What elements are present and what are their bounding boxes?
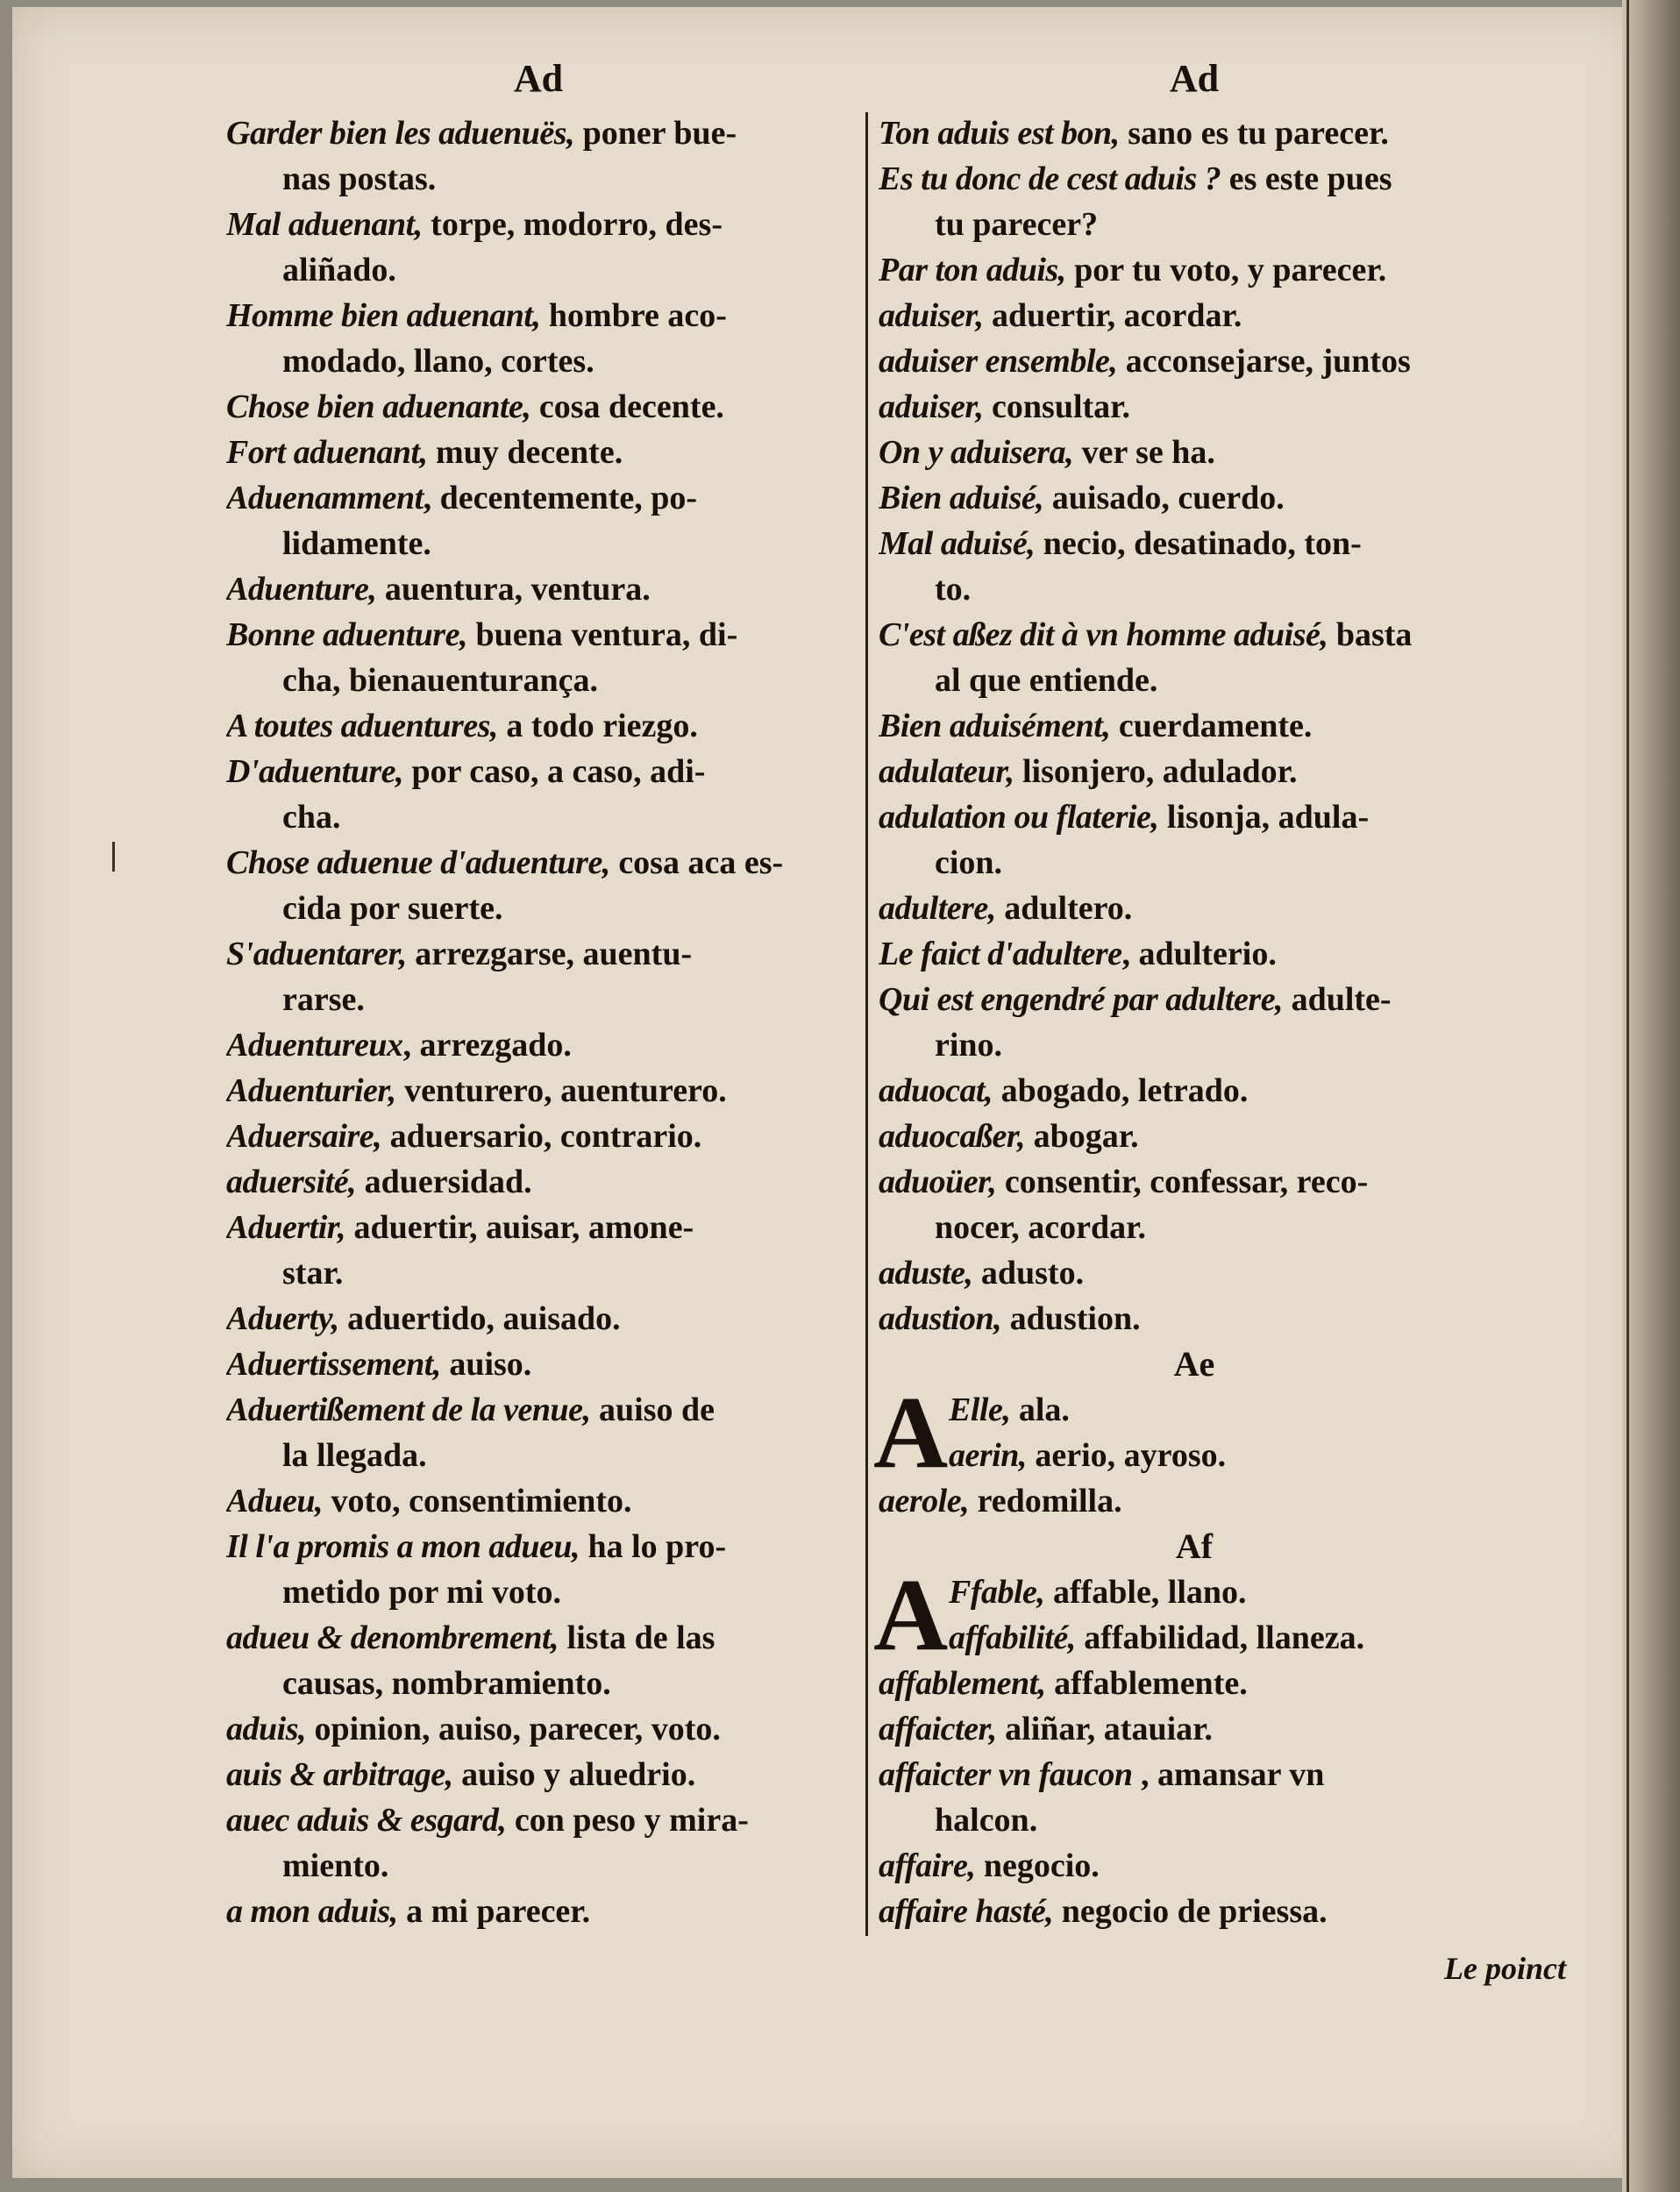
dictionary-entry: [226, 1706, 851, 1752]
entry-definition: consultar.: [983, 388, 1131, 425]
entry-definition: hombre aco-: [540, 297, 727, 334]
dictionary-entry: [879, 384, 1510, 430]
dictionary-entry: [879, 1159, 1510, 1205]
entry-headword: D'aduenture,: [226, 753, 403, 790]
af-entries: [879, 1569, 1510, 1934]
entry-continuation: aliñado.: [282, 252, 396, 288]
entry-definition: redomilla.: [969, 1483, 1122, 1519]
entry-definition: auiso.: [440, 1346, 532, 1383]
entry-headword: Es tu donc de cest aduis ?: [879, 160, 1221, 197]
dictionary-entry: [879, 1843, 1510, 1889]
entry-headword: Aduertißement de la venue,: [226, 1391, 591, 1428]
entry-headword: Adueu,: [226, 1483, 323, 1519]
entry-headword: On y aduisera,: [879, 434, 1074, 471]
entry-headword: Aduertir,: [226, 1209, 345, 1246]
entry-definition: auisado, cuerdo.: [1043, 480, 1285, 516]
entry-definition: auiso y aluedrio.: [452, 1756, 696, 1793]
entry-headword: adultere,: [879, 890, 996, 927]
dictionary-entry: [879, 1569, 1510, 1615]
dictionary-entry: [879, 293, 1510, 338]
entry-headword: affaire,: [879, 1847, 976, 1884]
entry-definition: ala.: [1010, 1391, 1070, 1428]
dictionary-entry: [226, 703, 851, 749]
dictionary-entry: [226, 110, 851, 156]
entry-definition: lisonja, adula-: [1158, 799, 1370, 836]
dictionary-entry: [226, 840, 851, 886]
entry-headword: Fort aduenant,: [226, 434, 428, 471]
left-column: [226, 53, 851, 1934]
entry-headword: affaicter,: [879, 1711, 997, 1747]
entry-headword: aduocat,: [879, 1072, 993, 1109]
dictionary-entry: [879, 1478, 1510, 1524]
entry-definition: affabilidad, llaneza.: [1075, 1619, 1365, 1656]
entry-definition: voto, consentimiento.: [322, 1483, 632, 1519]
dictionary-entry: [879, 1752, 1510, 1797]
dictionary-entry: [226, 293, 851, 338]
entry-definition: buena ventura, di-: [466, 616, 738, 653]
entry-definition: , adulterio.: [1121, 936, 1277, 972]
dictionary-entry: [879, 612, 1510, 658]
entry-headword: adulateur,: [879, 753, 1014, 790]
entry-headword: auis & arbitrage,: [226, 1756, 453, 1793]
left-running-head: Ad: [513, 57, 564, 100]
right-entries: [879, 110, 1510, 1342]
entry-definition: affable, llano.: [1044, 1574, 1247, 1611]
dictionary-entry: [879, 521, 1510, 566]
entry-headword: aduiser,: [879, 297, 984, 334]
dictionary-entry: [226, 612, 851, 658]
entry-headword: Aduerty,: [226, 1300, 339, 1337]
entry-definition: aduersario, contrario.: [381, 1118, 702, 1155]
dictionary-entry: [226, 931, 851, 977]
entry-definition: es este pues: [1221, 160, 1392, 197]
right-column: [873, 53, 1510, 1934]
entry-definition: , decentemente, po-: [423, 480, 698, 516]
dictionary-entry: [226, 430, 851, 475]
dictionary-entry: [226, 1752, 851, 1797]
dictionary-entry: [879, 1661, 1510, 1706]
entry-headword: Bien aduisément,: [879, 708, 1111, 744]
dictionary-entry: [226, 384, 851, 430]
entry-headword: Ton aduis est bon,: [879, 115, 1120, 152]
dictionary-entry: [879, 1250, 1510, 1296]
entry-headword: adustion,: [879, 1300, 1002, 1337]
section-title-ae: Ae: [1173, 1344, 1215, 1384]
entry-headword: Mal aduenant,: [226, 206, 423, 243]
entry-headword: aduiser,: [879, 388, 984, 425]
entry-definition: ver se ha.: [1073, 434, 1215, 471]
entry-headword: a mon aduis,: [226, 1893, 398, 1930]
entry-headword: aduersité,: [226, 1164, 357, 1200]
column-divider: [865, 112, 868, 1936]
entry-headword: aduiser ensemble,: [879, 343, 1118, 380]
dictionary-entry: [226, 749, 851, 794]
entry-definition: arrezgarse, auentu-: [406, 936, 693, 972]
dictionary-entry: [226, 1387, 851, 1433]
dictionary-entry: [879, 886, 1510, 931]
entry-headword: Mal aduisé,: [879, 525, 1036, 562]
entry-continuation: cha.: [282, 799, 341, 836]
entry-definition: acconsejarse, juntos: [1117, 343, 1411, 380]
entry-headword: aerole,: [879, 1483, 970, 1519]
entry-definition: cosa aca es-: [609, 844, 784, 881]
entry-definition: aduersidad.: [356, 1164, 532, 1200]
entry-definition: aduertir, auisar, amone-: [345, 1209, 694, 1246]
drop-cap-af: A: [873, 1557, 949, 1672]
dictionary-entry: [879, 794, 1510, 840]
book-spine: [1622, 0, 1680, 2192]
dictionary-entry: [879, 1615, 1510, 1661]
dictionary-entry: [879, 1433, 1510, 1478]
right-running-head: Ad: [1169, 57, 1220, 100]
dictionary-entry: [226, 202, 851, 247]
entry-definition: aliñar, atauiar.: [996, 1711, 1214, 1747]
entry-continuation: cion.: [935, 844, 1003, 881]
dictionary-entry: [226, 1342, 851, 1387]
dictionary-entry: [879, 931, 1510, 977]
dictionary-entry: [879, 1068, 1510, 1114]
dictionary-entry: [879, 247, 1510, 293]
entry-headword: Il l'a promis a mon adueu,: [226, 1528, 580, 1565]
entry-continuation: to.: [935, 571, 972, 608]
entry-headword: Bonne aduenture,: [226, 616, 467, 653]
entry-definition: opinion, auiso, parecer, voto.: [305, 1711, 721, 1747]
entry-headword: adulation ou flaterie,: [879, 799, 1159, 836]
entry-headword: Chose bien aduenante,: [226, 388, 531, 425]
dictionary-entry: [226, 1889, 851, 1934]
section-af: [873, 1557, 1510, 1934]
entry-continuation: star.: [282, 1255, 344, 1292]
entry-definition: a mi parecer.: [397, 1893, 591, 1930]
entry-headword: affabilité,: [949, 1619, 1076, 1656]
dictionary-entry: [879, 1114, 1510, 1159]
entry-continuation: nas postas.: [282, 160, 437, 197]
dictionary-entry: [226, 1114, 851, 1159]
entry-definition: con peso y mira-: [506, 1802, 749, 1839]
entry-definition: negocio.: [975, 1847, 1100, 1884]
dictionary-entry: [226, 1615, 851, 1661]
entry-headword: Homme bien aduenant,: [226, 297, 541, 334]
entry-definition: adulte-: [1283, 981, 1392, 1018]
entry-headword: Bien aduisé,: [879, 480, 1044, 516]
entry-definition: por tu voto, y parecer.: [1065, 252, 1387, 288]
entry-continuation: lidamente.: [282, 525, 431, 562]
entry-definition: aduertir, acordar.: [983, 297, 1242, 334]
entry-headword: A toutes aduentures,: [226, 708, 498, 744]
entry-continuation: al que entiende.: [935, 662, 1158, 699]
entry-continuation: rarse.: [282, 981, 365, 1018]
entry-headword: S'aduentarer,: [226, 936, 407, 972]
entry-definition: aerio, ayroso.: [1026, 1437, 1227, 1474]
dictionary-entry: [226, 1797, 851, 1843]
drop-cap-ae: A: [873, 1375, 949, 1490]
entry-continuation: cha, bienauenturança.: [282, 662, 598, 699]
entry-headword: aduis,: [226, 1711, 306, 1747]
entry-definition: por caso, a caso, adi-: [402, 753, 706, 790]
entry-definition: aduertido, auisado.: [338, 1300, 621, 1337]
ae-entries: [879, 1387, 1510, 1524]
dictionary-entry: [879, 430, 1510, 475]
entry-continuation: la llegada.: [282, 1437, 427, 1474]
dictionary-entry: [879, 110, 1510, 156]
entry-definition: negocio de priessa.: [1053, 1893, 1328, 1930]
entry-headword: Aduentureux: [226, 1027, 403, 1064]
dictionary-entry: [879, 703, 1510, 749]
entry-headword: affablement,: [879, 1665, 1046, 1702]
entry-definition: , amansar vn: [1132, 1756, 1325, 1793]
entry-definition: basta: [1328, 616, 1413, 653]
dictionary-entry: [226, 475, 851, 521]
entry-continuation: miento.: [282, 1847, 389, 1884]
entry-continuation: rino.: [935, 1027, 1003, 1064]
entry-headword: Aduersaire,: [226, 1118, 382, 1155]
entry-continuation: tu parecer?: [935, 206, 1099, 243]
entry-definition: torpe, modorro, des-: [422, 206, 723, 243]
entry-definition: abogar.: [1025, 1118, 1139, 1155]
entry-headword: Garder bien les aduenuës,: [226, 115, 575, 152]
entry-headword: auec aduis & esgard,: [226, 1802, 507, 1839]
entry-definition: necio, desatinado, ton-: [1035, 525, 1362, 562]
entry-headword: Qui est engendré par adultere,: [879, 981, 1284, 1018]
entry-definition: poner bue-: [574, 115, 737, 152]
dictionary-entry: [226, 1022, 851, 1068]
entry-definition: auentura, ventura.: [376, 571, 651, 608]
section-ae: [873, 1375, 1510, 1524]
entry-continuation: metido por mi voto.: [282, 1574, 562, 1611]
dictionary-entry: [879, 977, 1510, 1022]
entry-headword: Par ton aduis,: [879, 252, 1066, 288]
dictionary-entry: [879, 1889, 1510, 1934]
entry-definition: adustion.: [1001, 1300, 1141, 1337]
entry-headword: affaicter vn faucon: [879, 1756, 1133, 1793]
dictionary-entry: [226, 566, 851, 612]
dictionary-entry: [226, 1159, 851, 1205]
entry-definition: abogado, letrado.: [993, 1072, 1249, 1109]
dictionary-entry: [879, 1387, 1510, 1433]
entry-headword: Ffable,: [949, 1574, 1045, 1611]
dictionary-entry: [879, 1706, 1510, 1752]
dictionary-entry: [879, 338, 1510, 384]
entry-definition: lista de las: [559, 1619, 715, 1656]
entry-definition: adultero.: [995, 890, 1133, 927]
dictionary-entry: [879, 749, 1510, 794]
entry-definition: a todo riezgo.: [497, 708, 698, 744]
spine-edge: [1627, 0, 1629, 2192]
margin-mark: [112, 842, 115, 872]
entry-headword: aduste,: [879, 1255, 973, 1292]
entry-definition: , arrezgado.: [402, 1027, 572, 1064]
entry-headword: C'est aßez dit à vn homme aduisé,: [879, 616, 1328, 653]
dictionary-entry: [879, 156, 1510, 202]
entry-headword: aduocaßer,: [879, 1118, 1026, 1155]
entry-definition: auiso de: [590, 1391, 715, 1428]
entry-headword: Aduenamment: [226, 480, 424, 516]
entry-headword: Elle,: [949, 1391, 1011, 1428]
dictionary-entry: [226, 1068, 851, 1114]
entry-definition: affablemente.: [1045, 1665, 1248, 1702]
entry-headword: Chose aduenue d'aduenture,: [226, 844, 610, 881]
entry-headword: aerin,: [949, 1437, 1027, 1474]
entry-definition: cosa decente.: [530, 388, 724, 425]
entry-headword: affaire hasté,: [879, 1893, 1054, 1930]
left-entries: [226, 110, 851, 1934]
catchword: Le poinct: [1444, 1951, 1566, 1986]
dictionary-entry: [226, 1296, 851, 1342]
entry-definition: sano es tu parecer.: [1119, 115, 1389, 152]
dictionary-entry: [226, 1478, 851, 1524]
dictionary-entry: [879, 1296, 1510, 1342]
entry-continuation: modado, llano, cortes.: [282, 343, 594, 380]
entry-headword: Aduenture,: [226, 571, 377, 608]
entry-definition: consentir, confessar, reco-: [996, 1164, 1369, 1200]
entry-headword: Aduertissement,: [226, 1346, 441, 1383]
entry-definition: lisonjero, adulador.: [1014, 753, 1298, 790]
dictionary-entry: [879, 475, 1510, 521]
entry-definition: ha lo pro-: [579, 1528, 727, 1565]
entry-headword: adueu & denombrement,: [226, 1619, 559, 1656]
entry-headword: Le faict d'adultere: [879, 936, 1122, 972]
entry-headword: Aduenturier,: [226, 1072, 396, 1109]
entry-definition: cuerdamente.: [1110, 708, 1313, 744]
entry-continuation: causas, nombramiento.: [282, 1665, 611, 1702]
entry-continuation: nocer, acordar.: [935, 1209, 1146, 1246]
entry-definition: venturero, auenturero.: [395, 1072, 727, 1109]
dictionary-entry: [226, 1205, 851, 1250]
entry-continuation: cida por suerte.: [282, 890, 503, 927]
entry-continuation: halcon.: [935, 1802, 1038, 1839]
section-title-af: Af: [1175, 1527, 1214, 1566]
entry-definition: muy decente.: [427, 434, 623, 471]
dictionary-entry: [226, 1524, 851, 1569]
entry-definition: adusto.: [972, 1255, 1085, 1292]
entry-headword: aduoüer,: [879, 1164, 997, 1200]
